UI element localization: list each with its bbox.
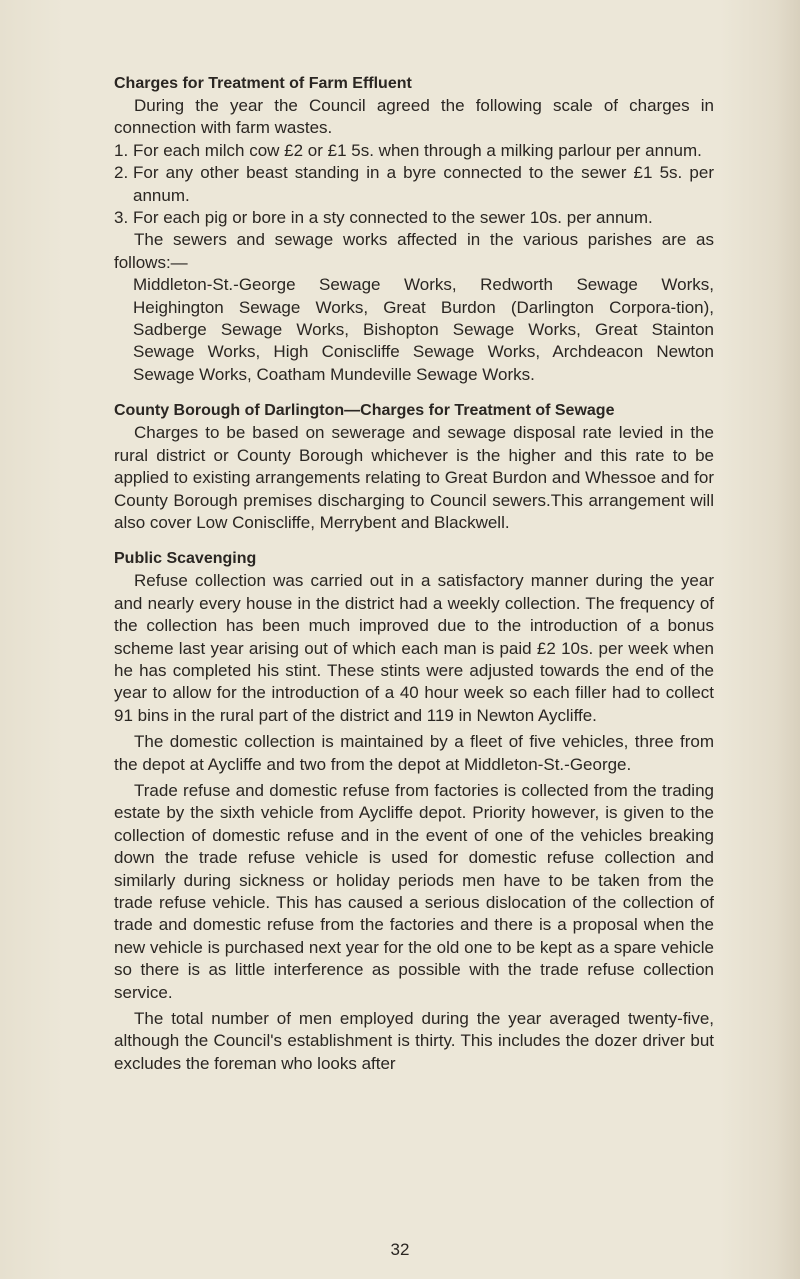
section-heading-public-scavenging: Public Scavenging: [114, 550, 257, 568]
list-item-text: For any other beast standing in a byre connected to the sewer £1 5s. per annum.: [133, 163, 714, 205]
paragraph-sewers-follows: The sewers and sewage works affected in the various parishes are as follows:—: [114, 230, 714, 272]
list-item: [114, 162, 714, 207]
section-heading-farm-effluent: Charges for Treatment of Farm Effluent: [114, 75, 412, 92]
paragraph-domestic-collection: The domestic collection is maintained by a fleet of five vehicles, three from the depot at Aycliffe and two from the depot at Middleton-St.-George.: [114, 732, 714, 774]
list-item-text: For each pig or bore in a sty connected to the sewer 10s. per annum.: [133, 208, 653, 228]
paragraph-men-employed: The total number of men employed during the year averaged twenty-five, although the Council's establishment is thirty. This includes the dozer driver but excludes the foreman who looks after: [114, 1009, 714, 1073]
section-spacer: [114, 534, 714, 548]
list-item-number: 3.: [114, 208, 129, 228]
text-column: [114, 73, 714, 1075]
paragraph-farm-intro: During the year the Council agreed the following scale of charges in connection with farm wastes.: [114, 96, 714, 138]
list-item: [114, 140, 714, 162]
list-item-number: 1.: [114, 140, 129, 160]
paragraph-trade-refuse: Trade refuse and domestic refuse from factories is collected from the trading estate by the sixth vehicle from Aycliffe depot. Priority however, is given to the collection of domestic refuse and in the event of one of the vehicles breaking down the trade refuse vehicle is used for domestic refuse collection and similarly during sickness or holiday periods men have to be taken from the trade refuse vehicle. This has caused a serious dislocation of the collection of trade and domestic refuse from the factories and there is a proposal when the new vehicle is purchased next year for the old one to be kept as a spare vehicle so there is as little interference as possible with the trade refuse collection service.: [114, 780, 714, 1002]
paragraph-refuse-collection: Refuse collection was carried out in a satisfactory manner during the year and nearly every house in the district had a weekly collection. The frequency of the collection has been much improved due to the introduction of a bonus scheme last year arising out of which each man is paid £2 10s. per week when he has completed his stint. These stints were adjusted towards the end of the year to allow for the introduction of a 40 hour week so each filler had to collect 91 bins in the rural part of the district and 119 in Newton Aycliffe.: [114, 571, 714, 725]
page-number: 32: [390, 1240, 410, 1259]
section-heading-darlington: County Borough of Darlington—Charges for Treatment of Sewage: [114, 402, 615, 420]
list-item: [114, 207, 714, 229]
paragraph-darlington-charges: Charges to be based on sewerage and sewage disposal rate levied in the rural district or County Borough whichever is the higher and this rate to be applied to existing arrangements relating to Great Burdon and Whessoe and for County Borough premises discharging to Council sewers.This arrangement will also cover Low Coniscliffe, Merrybent and Blackwell.: [114, 423, 714, 532]
section-spacer: [114, 386, 714, 400]
list-item-number: 2.: [114, 163, 129, 183]
sewage-works-list: Middleton-St.-George Sewage Works, Redworth Sewage Works, Heighington Sewage Works, Great Burdon (Darlington Corpora-tion), Sadberge Sewage Works, Bishopton Sewage Works, Great Stainton Sewage Works, High Coniscliffe Sewage Works, Archdeacon Newton Sewage Works, Coatham Mundeville Sewage Works.: [133, 275, 714, 384]
list-item-text: For each milch cow £2 or £1 5s. when through a milking parlour per annum.: [133, 140, 702, 160]
